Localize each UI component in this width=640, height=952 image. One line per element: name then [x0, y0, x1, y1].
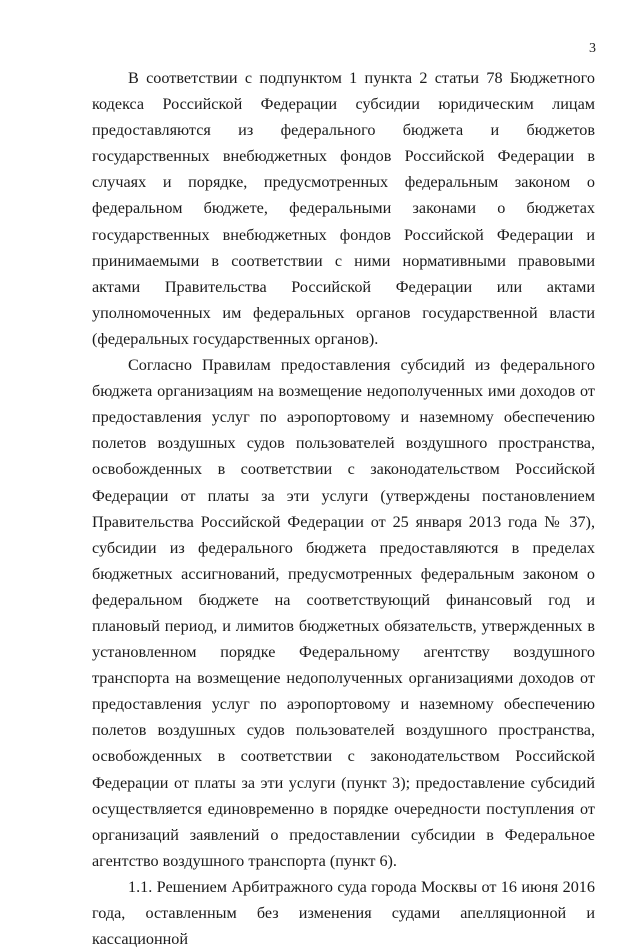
document-body	[92, 65, 595, 952]
page-number: 3	[589, 41, 596, 56]
paragraph-subsidy-rules: Согласно Правилам предоставления субсидий из федерального бюджета организациям на возмещение недополученных ими доходов от предоставления услуг по аэропортовому и наземному обеспечению полетов воздушных судов пользователей воздушного пространства, освобожденных в соответствии с законодательством Российской Федерации от платы за эти услуги (утверждены постановлением Правительства Российской Федерации от 25 января 2013 года № 37), субсидии из федерального бюджета предоставляются в пределах бюджетных ассигнований, предусмотренных федеральным законом о федеральном бюджете на соответствующий финансовый год и плановый период, и лимитов бюджетных обязательств, утвержденных в установленном порядке Федеральному агентству воздушного транспорта на возмещение недополученных организациями доходов от предоставления услуг по аэропортовому и наземному обеспечению полетов воздушных судов пользователей воздушного пространства, освобожденных в соответствии с законодательством Российской Федерации от платы за эти услуги (пункт 3); предоставление субсидий осуществляется единовременно в порядке очередности поступления от организаций заявлений о предоставлении субсидии в Федеральное агентство воздушного транспорта (пункт 6).	[92, 356, 595, 870]
paragraph-budget-code: В соответствии с подпунктом 1 пункта 2 статьи 78 Бюджетного кодекса Российской Федерации субсидии юридическим лицам предоставляются из федерального бюджета и бюджетов государственных внебюджетных фондов Российской Федерации в случаях и порядке, предусмотренных федеральным законом о федеральном бюджете, федеральными законами о бюджетах государственных внебюджетных фондов Российской Федерации и принимаемыми в соответствии с ними нормативными правовыми актами Правительства Российской Федерации или актами уполномоченных им федеральных органов государственной власти (федеральных государственных органов).	[92, 69, 595, 348]
paragraph-court-decision: 1.1. Решением Арбитражного суда города Москвы от 16 июня 2016 года, оставленным без изменения судами апелляционной и кассационной	[92, 877, 595, 949]
